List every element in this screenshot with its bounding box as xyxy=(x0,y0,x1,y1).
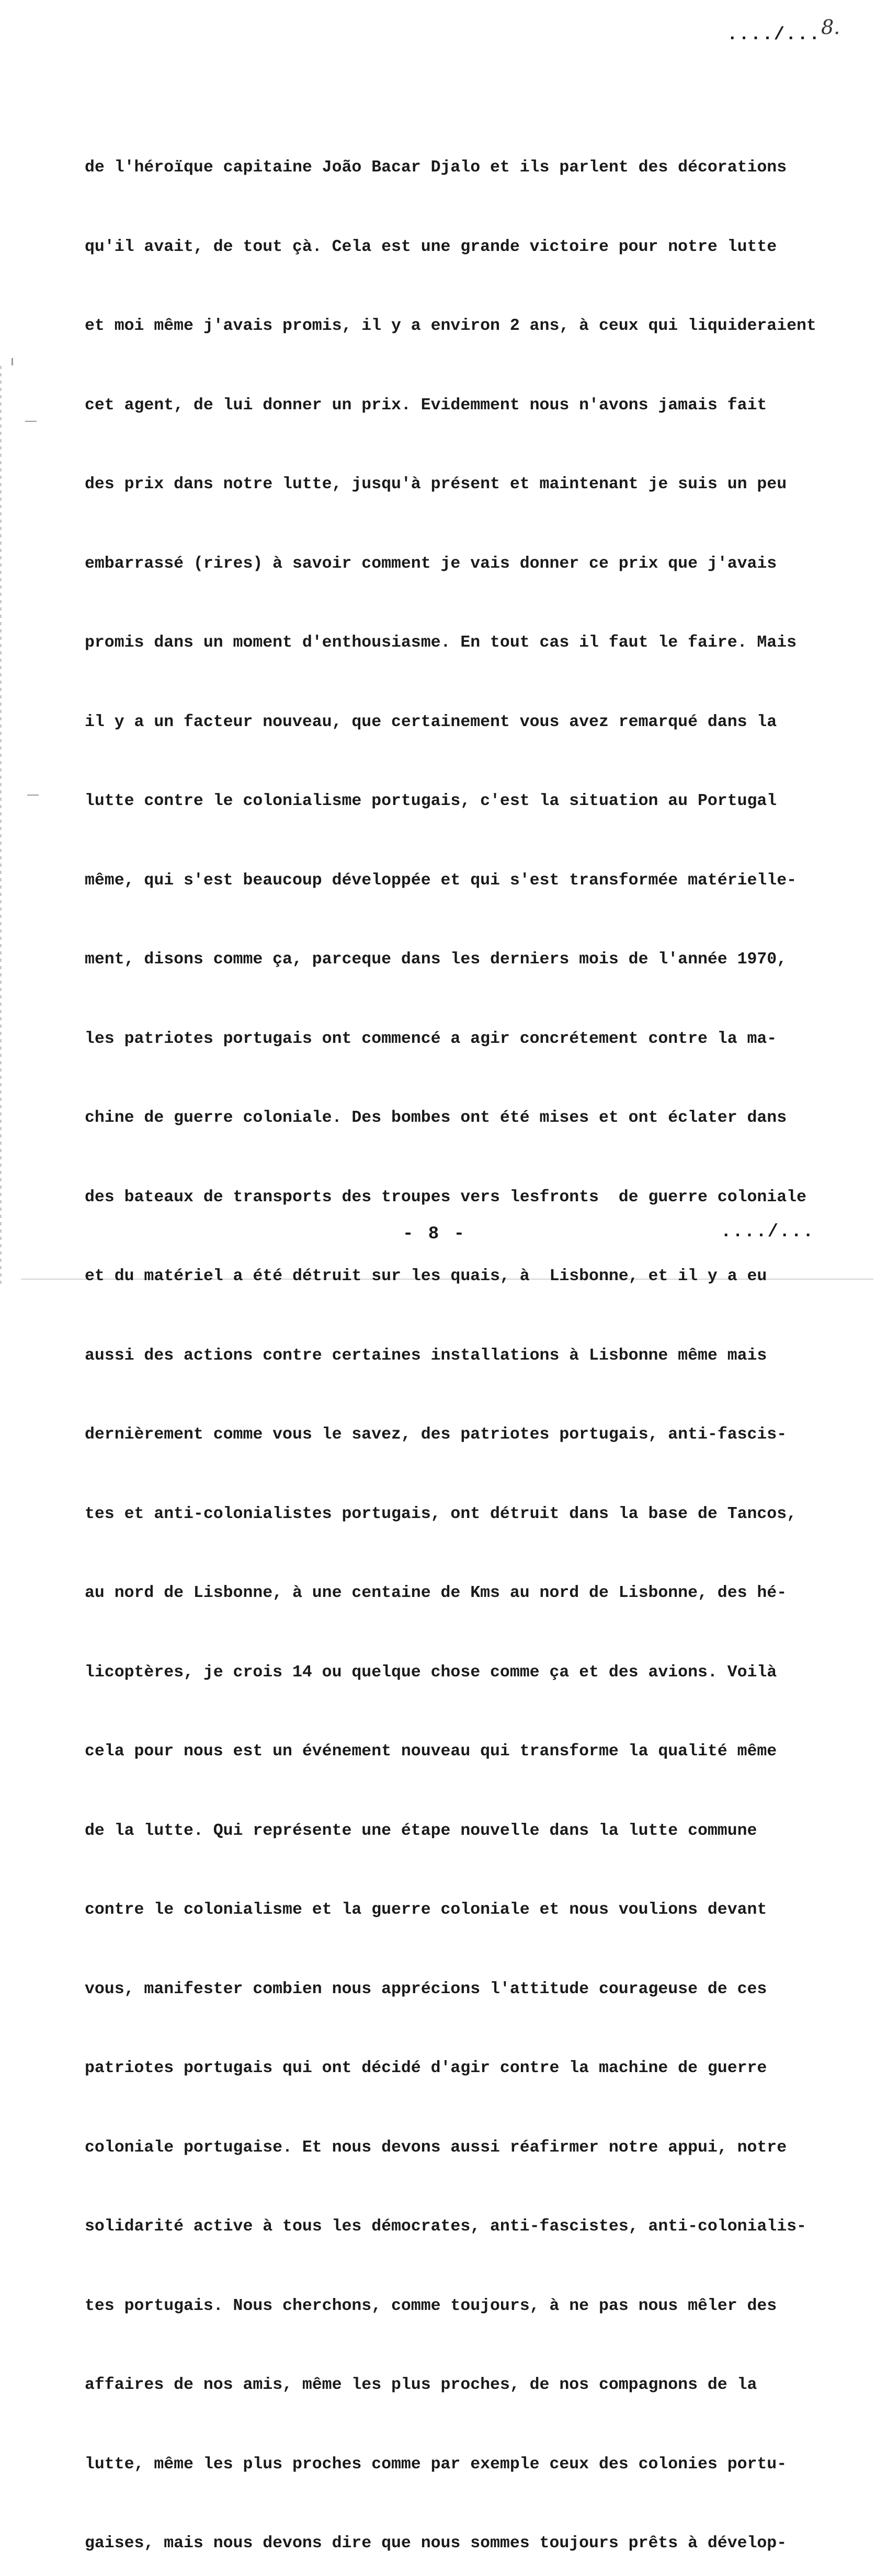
text-line: lutte contre le colonialisme portugais, c'est la situation au Portugal xyxy=(85,792,777,810)
text-line: solidarité active à tous les démocrates, anti-fascistes, anti-colonialis- xyxy=(85,2217,806,2236)
text-line: aussi des actions contre certaines installations à Lisbonne même mais xyxy=(85,1346,767,1365)
text-line: qu'il avait, de tout çà. Cela est une grande victoire pour notre lutte xyxy=(85,237,777,256)
text-line: des bateaux de transports des troupes vers lesfronts de guerre coloniale xyxy=(85,1188,806,1206)
text-line: tes et anti-colonialistes portugais, ont détruit dans la base de Tancos, xyxy=(85,1504,797,1523)
text-line: des prix dans notre lutte, jusqu'à présent et maintenant je suis un peu xyxy=(85,475,787,493)
continuation-marker-top: ..../... xyxy=(727,25,821,45)
text-line: de l'héroïque capitaine João Bacar Djalo et ils parlent des décorations xyxy=(85,158,787,177)
handwritten-page-number: 8. xyxy=(821,16,840,39)
text-line: contre le colonialisme et la guerre coloniale et nous voulions devant xyxy=(85,1901,767,1919)
continuation-marker-bottom: ..../... xyxy=(721,1222,815,1242)
scan-left-edge xyxy=(0,366,2,1288)
text-line: tes portugais. Nous cherchons, comme toujours, à ne pas nous mêler des xyxy=(85,2296,777,2315)
page-number: - 8 - xyxy=(403,1224,467,1244)
text-line: patriotes portugais qui ont décidé d'agir contre la machine de guerre xyxy=(85,2059,767,2077)
scan-mark xyxy=(25,421,37,422)
text-line: promis dans un moment d'enthousiasme. En tout cas il faut le faire. Mais xyxy=(85,634,797,652)
text-line: embarrassé (rires) à savoir comment je vais donner ce prix que j'avais xyxy=(85,554,777,573)
text-line: licoptères, je crois 14 ou quelque chose comme ça et des avions. Voilà xyxy=(85,1663,777,1682)
paragraph-1 xyxy=(85,102,874,2576)
text-line: coloniale portugaise. Et nous devons aussi réafirmer notre appui, notre xyxy=(85,2138,787,2157)
text-line: lutte, même les plus proches comme par exemple ceux des colonies portu- xyxy=(85,2455,787,2474)
text-line: ment, disons comme ça, parceque dans les derniers mois de l'année 1970, xyxy=(85,950,787,969)
text-line: affaires de nos amis, même les plus proches, de nos compagnons de la xyxy=(85,2376,757,2394)
text-line: et moi même j'avais promis, il y a environ 2 ans, à ceux qui liquideraient xyxy=(85,317,816,335)
text-line: cela pour nous est un événement nouveau qui transforme la qualité même xyxy=(85,1742,777,1761)
text-line: au nord de Lisbonne, à une centaine de Kms au nord de Lisbonne, des hé- xyxy=(85,1584,787,1602)
text-line: et du matériel a été détruit sur les quais, à Lisbonne, et il y a eu xyxy=(85,1267,767,1285)
text-line: cet agent, de lui donner un prix. Evidemment nous n'avons jamais fait xyxy=(85,396,767,415)
text-line: gaises, mais nous devons dire que nous sommes toujours prêts à dévelop- xyxy=(85,2534,787,2552)
text-line: même, qui s'est beaucoup développée et qui s'est transformée matérielle- xyxy=(85,871,797,890)
text-line: chine de guerre coloniale. Des bombes ont été mises et ont éclater dans xyxy=(85,1109,787,1127)
scan-mark xyxy=(12,358,13,365)
scan-mark xyxy=(27,795,39,796)
text-line: il y a un facteur nouveau, que certainement vous avez remarqué dans la xyxy=(85,712,777,731)
text-line: les patriotes portugais ont commencé a agir concrétement contre la ma- xyxy=(85,1029,777,1048)
text-line: vous, manifester combien nous apprécions l'attitude courageuse de ces xyxy=(85,1980,767,1998)
text-line: de la lutte. Qui représente une étape nouvelle dans la lutte commune xyxy=(85,1821,757,1840)
text-line: dernièrement comme vous le savez, des patriotes portugais, anti-fascis- xyxy=(85,1425,787,1444)
body-text xyxy=(85,49,874,2576)
